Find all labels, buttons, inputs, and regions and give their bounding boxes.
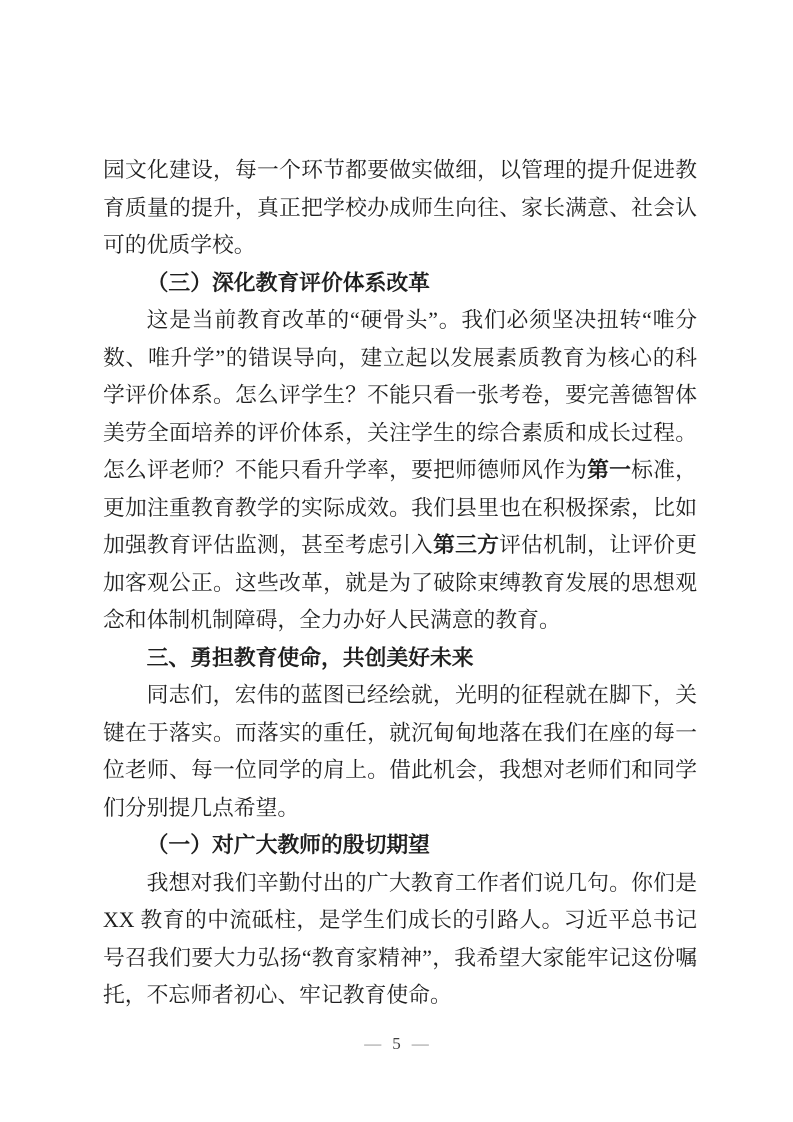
page-footer [0, 1032, 793, 1056]
heading-text: （三）深化教育评价体系改革 [146, 270, 430, 295]
heading-text: （一）对广大教师的殷切期望 [146, 833, 430, 857]
text-segment: 这是当前教育改革的“硬骨头”。我们必须坚决扭转“唯分数、唯升学”的错误导向，建立起以发展素质教育为核心的科学评价体系。怎么评学生？不能只看一张考卷，要完善德智体美劳全面培养的评价体系，关注学生的综合素质和成长过程。怎么评老师？不能只看升学率，要把师德师风作为 [103, 308, 697, 482]
heading-text: 三、勇担教育使命，共创美好未来 [146, 645, 474, 670]
section-heading [103, 640, 697, 678]
text-segment: 我想对我们辛勤付出的广大教育工作者们说几句。你们是XX 教育的中流砥柱，是学生们成长的引路人。习近平总书记号召我们要大力弘扬“教育家精神”，我希望大家能牢记这份嘱托，不忘师者初心、牢记教育使命。 [103, 870, 697, 1007]
text-segment: 标准，更加注重教育教学的实际成效。我们县里也在积极探索，比如加强教育评估监测，甚至考虑引入 [103, 458, 697, 557]
paragraph [103, 302, 697, 640]
paragraph [103, 677, 697, 827]
emphasized-text: 第一 [587, 458, 632, 482]
document-body [103, 152, 697, 1015]
sub-heading [103, 827, 697, 865]
paragraph [103, 865, 697, 1015]
text-segment: 评估机制，让评价更加客观公正。这些改革，就是为了破除束缚教育发展的思想观念和体制机制障碍，全力办好人民满意的教育。 [103, 533, 697, 632]
page-number: 5 [392, 1034, 401, 1053]
text-segment: 同志们，宏伟的蓝图已经绘就，光明的征程就在脚下，关键在于落实。而落实的重任，就沉甸甸地落在我们在座的每一位老师、每一位同学的肩上。借此机会，我想对老师们和同学们分别提几点希望。 [103, 683, 697, 820]
page-number-dash-right: — [411, 1034, 429, 1053]
text-segment: 园文化建设，每一个环节都要做实做细，以管理的提升促进教育质量的提升，真正把学校办成师生向往、家长满意、社会认可的优质学校。 [103, 158, 697, 257]
sub-heading [103, 265, 697, 303]
page-number-dash-left: — [364, 1034, 382, 1053]
emphasized-text: 第三方 [433, 533, 500, 557]
paragraph [103, 152, 697, 265]
